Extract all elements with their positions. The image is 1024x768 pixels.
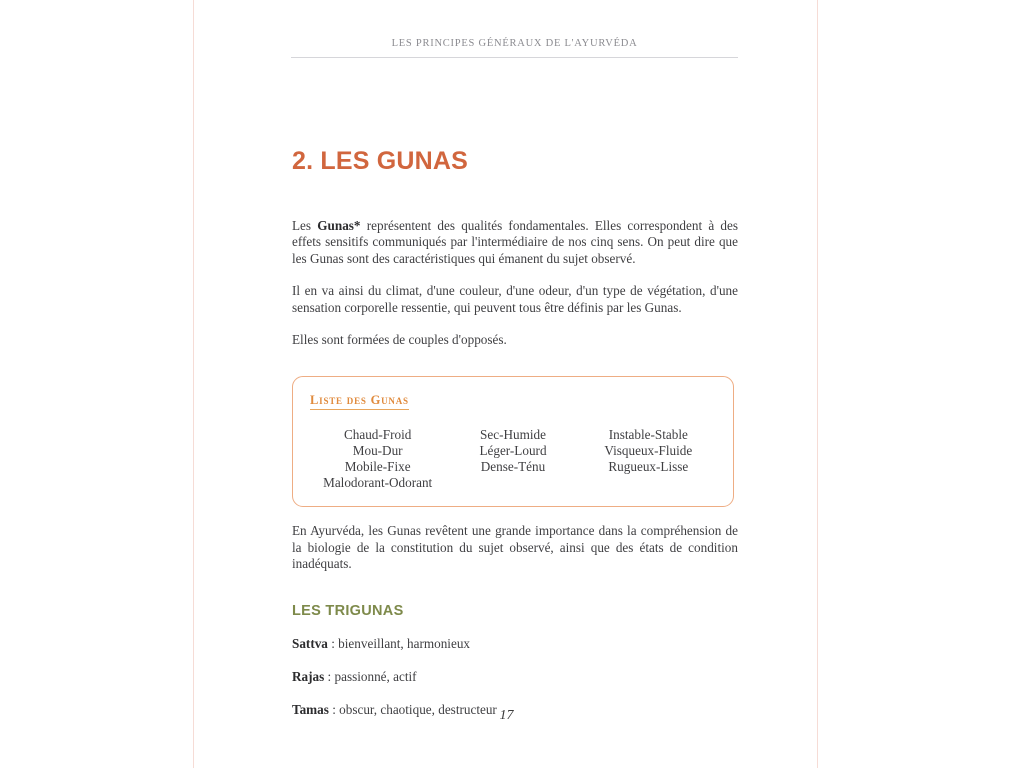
guna-item: Dense-Ténu [480,458,546,474]
paragraph-intro-lead: Les [292,217,318,233]
guna-column-2 [445,427,580,490]
guna-list-box [292,376,734,508]
triguna-separator: : [328,701,340,717]
term-gunas: Gunas* [317,217,361,233]
guna-column-1 [310,427,445,490]
page-sheet [193,0,818,768]
guna-item: Sec-Humide [480,427,546,443]
triguna-description: passionné, actif [334,668,417,684]
triguna-description: obscur, chaotique, destructeur [339,701,497,717]
content-column [292,148,738,718]
guna-item: Chaud-Froid [343,427,412,443]
paragraph-third: Elles sont formées de couples d'opposés. [292,332,507,347]
page-number: 17 [499,708,514,723]
guna-column-3 [581,427,716,490]
running-head [291,38,738,58]
triguna-separator: : [324,668,335,684]
guna-item: Malodorant-Odorant [323,474,433,490]
guna-item: Instable-Stable [608,427,688,443]
paragraph-intro [292,218,738,268]
page-title: 2. LES GUNAS [292,147,469,175]
subsection-title-trigunas: LES TRIGUNAS [292,602,404,619]
triguna-description: bienveillant, harmonieux [338,635,471,651]
triguna-name: Tamas [292,701,329,717]
triguna-sattva [292,636,738,652]
running-head-rule [291,57,738,58]
triguna-name: Rajas [292,668,325,684]
paragraph-after-box: En Ayurvéda, les Gunas revêtent une grande importance dans la compréhension de la biologie de la constitution du sujet observé, ainsi que des états de condition inadéquats. [292,523,738,572]
paragraph-second: Il en va ainsi du climat, d'une couleur, d'une odeur, d'un type de végétation, d'une sensation corporelle ressentie, qui peuvent tous être définis par les Gunas. [292,283,738,315]
guna-item: Mou-Dur [352,443,403,459]
guna-item: Rugueux-Lisse [608,458,689,474]
triguna-rajas [292,669,738,685]
guna-item: Mobile-Fixe [344,458,411,474]
triguna-name: Sattva [292,635,328,651]
guna-list-box-title: Liste des Gunas [310,394,409,411]
guna-item: Visqueux-Fluide [604,443,693,459]
guna-item: Léger-Lourd [479,443,547,459]
paragraph-intro-rest: représentent des qualités fondamentales. Elles correspondent à des effets sensitifs communiqués par l'intermédiaire de nos cinq sens. On peut dire que les Gunas sont des caractéristiques qui émanent du sujet observé. [292,217,738,266]
triguna-separator: : [327,635,339,651]
running-head-text: LES PRINCIPES GÉNÉRAUX DE L'AYURVÉDA [391,38,638,49]
guna-list-columns [310,427,716,490]
